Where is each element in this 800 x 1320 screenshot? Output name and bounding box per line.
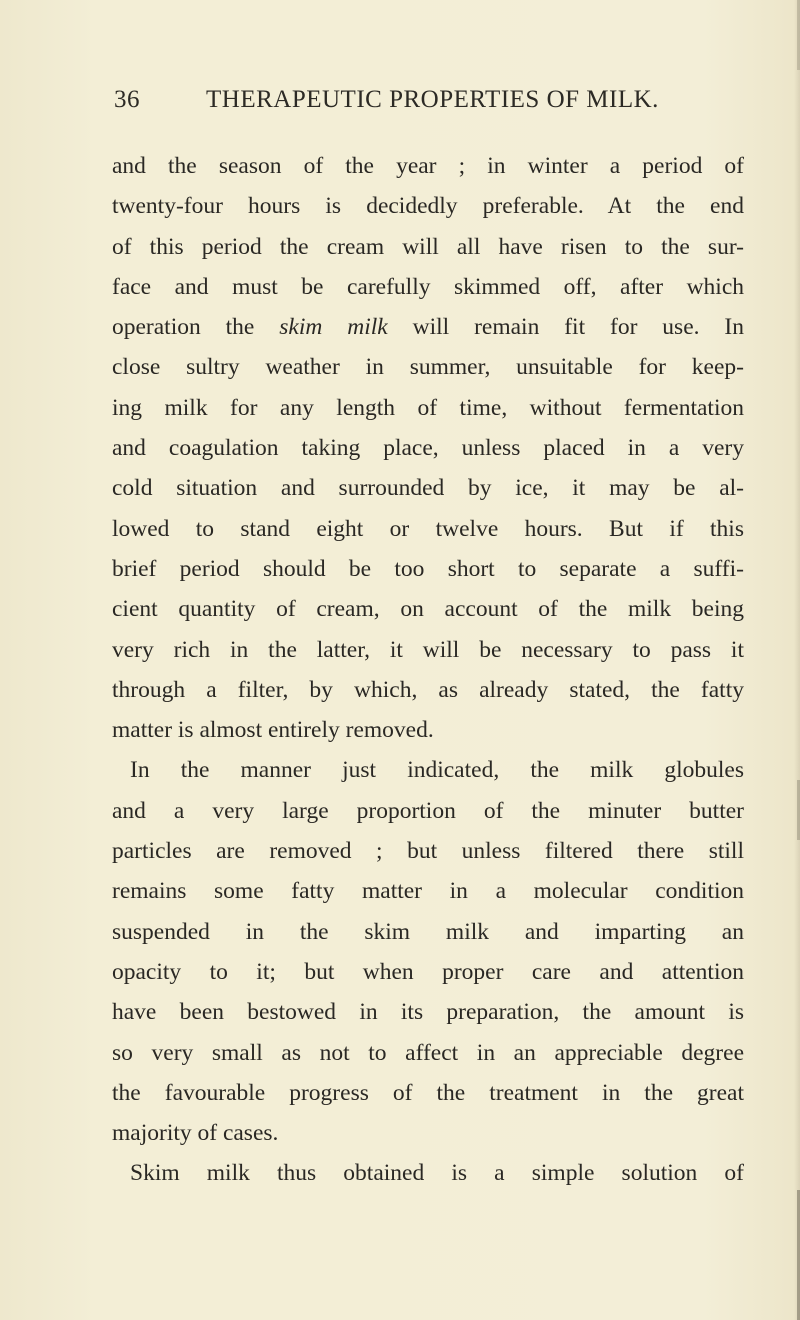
text-line: cient quantity of cream, on account of the milk being <box>112 596 744 623</box>
text-line: particles are removed ; but unless filtered there still <box>112 838 744 865</box>
text-line: cold situation and surrounded by ice, it may be al- <box>112 475 744 502</box>
text-line: of this period the cream will all have risen to the sur- <box>112 233 744 260</box>
text-line: very rich in the latter, it will be necessary to pass it <box>112 636 744 663</box>
text-segment: will remain fit for use. In <box>412 314 744 341</box>
text-line: opacity to it; but when proper care and attention <box>112 958 744 985</box>
text-line: the favourable progress of the treatment in the great <box>112 1079 744 1106</box>
text-line: and a very large proportion of the minuter butter <box>112 797 744 824</box>
italic-term-skim-milk: skim milk <box>279 314 388 341</box>
text-line: so very small as not to affect in an appreciable degree <box>112 1039 744 1066</box>
text-line: remains some fatty matter in a molecular condition <box>112 878 744 905</box>
text-line: majority of cases. <box>112 1120 279 1147</box>
text-line: Skim milk thus obtained is a simple solution of <box>130 1160 744 1187</box>
page-edge-shadow <box>794 0 800 1320</box>
text-line: suspended in the skim milk and imparting an <box>112 918 744 945</box>
text-line: close sultry weather in summer, unsuitable for keep- <box>112 354 744 381</box>
text-line: face and must be carefully skimmed off, after which <box>112 273 744 300</box>
text-segment: operation the <box>112 314 255 341</box>
text-line: and coagulation taking place, unless placed in a very <box>112 435 744 462</box>
text-line <box>112 307 744 347</box>
text-line: and the season of the year ; in winter a period of <box>112 153 744 179</box>
text-line: matter is almost entirely removed. <box>112 717 434 744</box>
text-line: ing milk for any length of time, without fermentation <box>112 394 744 421</box>
running-head <box>114 86 674 122</box>
text-line: In the manner just indicated, the milk globules <box>130 757 744 784</box>
text-line: have been bestowed in its preparation, the amount is <box>112 999 744 1026</box>
text-line: through a filter, by which, as already stated, the fatty <box>112 676 744 703</box>
text-line: brief period should be too short to separate a suffi- <box>112 555 744 582</box>
text-line: twenty-four hours is decidedly preferable. At the end <box>112 193 744 220</box>
running-head-title: THERAPEUTIC PROPERTIES OF MILK. <box>206 86 659 113</box>
text-line: lowed to stand eight or twelve hours. But if this <box>112 515 744 542</box>
body-text <box>112 146 744 1194</box>
page-number: 36 <box>114 86 140 113</box>
